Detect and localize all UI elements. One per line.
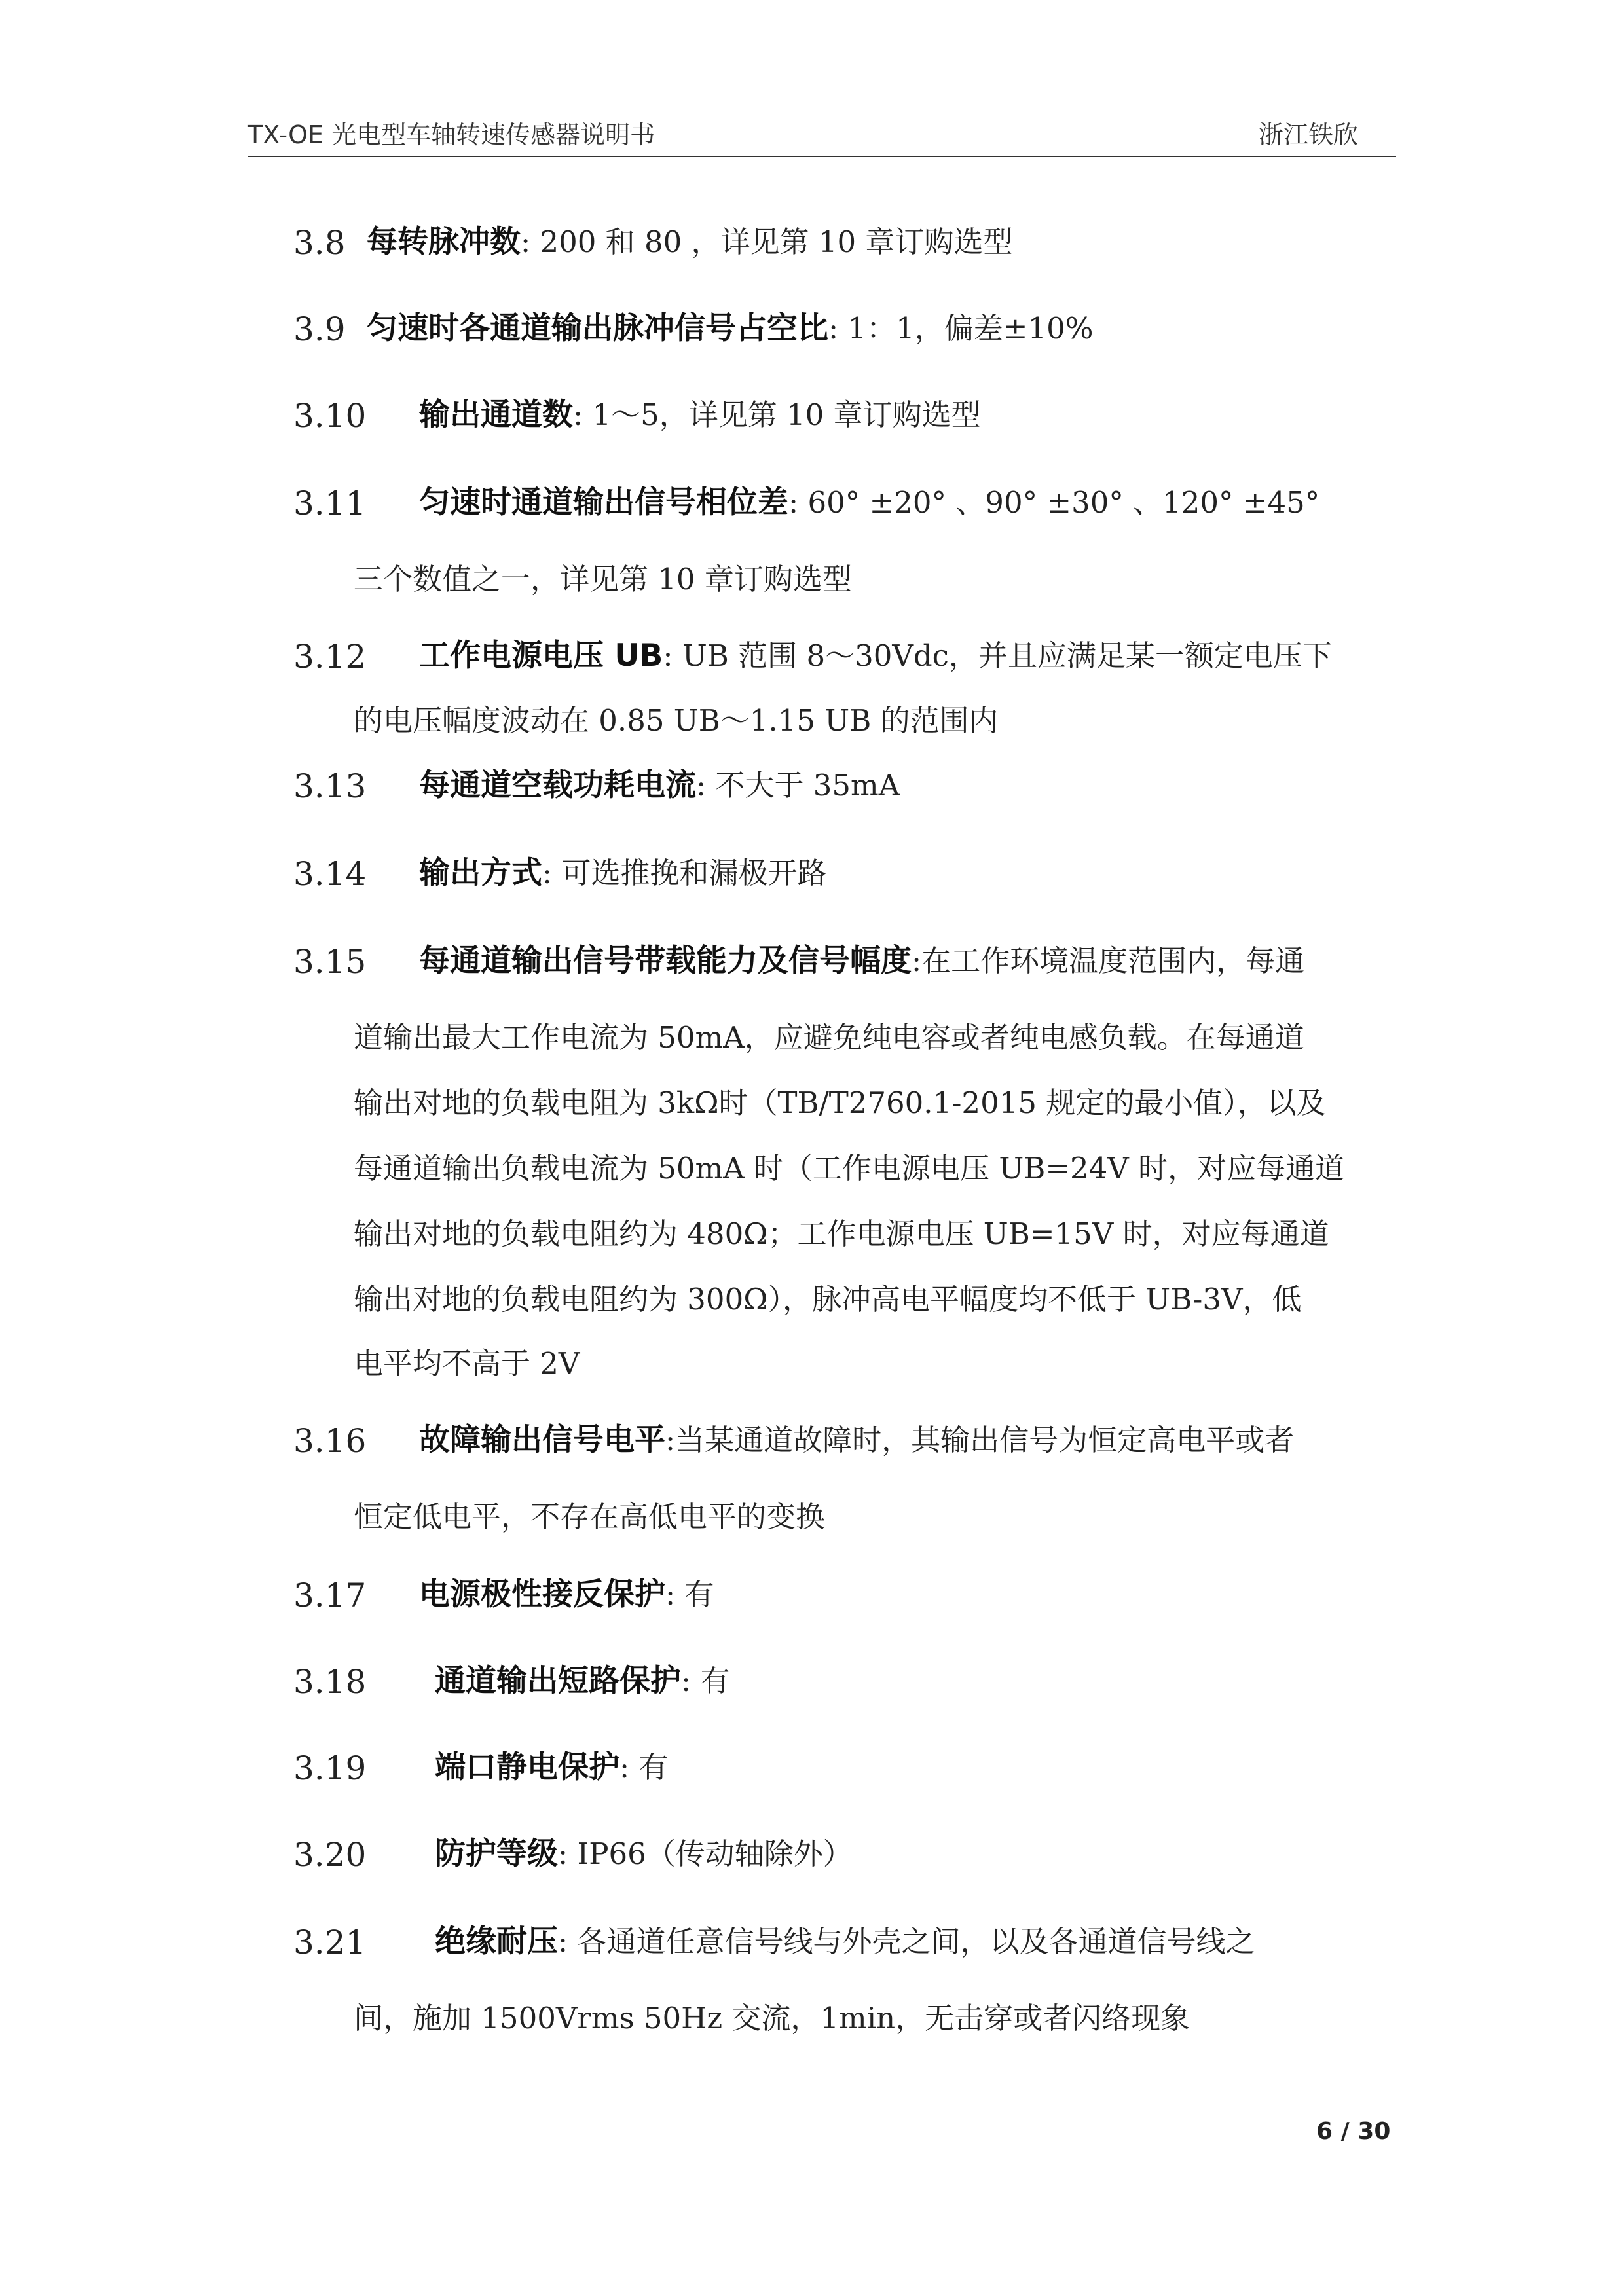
item-continuation: 道输出最大工作电流为 50mA，应避免纯电容或者纯电感负载。在每通道 — [354, 1020, 1304, 1055]
item-separator: : — [558, 1924, 568, 1959]
item-number: 3.14 — [293, 855, 367, 893]
item-number: 3.12 — [293, 638, 367, 676]
page-number: 6 / 30 — [1316, 2118, 1391, 2145]
page-header — [248, 117, 1396, 157]
item-separator: : — [663, 638, 673, 673]
item-separator: : — [696, 768, 707, 803]
item-label: 故障输出信号电平 — [419, 1422, 665, 1458]
item-continuation: 输出对地的负载电阻约为 480Ω；工作电源电压 UB=15V 时，对应每通道 — [354, 1216, 1329, 1251]
item-number: 3.18 — [293, 1663, 367, 1701]
item-text: IP66（传动轴除外） — [568, 1836, 853, 1871]
item-label: 工作电源电压 UB — [419, 638, 663, 674]
item-separator: : — [665, 1577, 676, 1612]
item-number: 3.13 — [293, 767, 367, 805]
item-text: 有 — [691, 1664, 730, 1698]
item-text: 有 — [629, 1750, 669, 1785]
item-number: 3.11 — [293, 484, 367, 522]
item-text: UB 范围 8～30Vdc，并且应满足某一额定电压下 — [673, 638, 1332, 673]
item-text: 不大于 35mA — [706, 768, 900, 803]
item-label: 每通道空载功耗电流 — [419, 767, 696, 803]
item-number: 3.8 — [293, 224, 346, 262]
item-separator: : — [681, 1664, 692, 1698]
item-label: 每通道输出信号带载能力及信号幅度 — [419, 943, 912, 979]
item-text: 在工作环境温度范围内，每通 — [921, 943, 1305, 978]
item-text: 60° ±20° 、90° ±30° 、120° ±45° — [798, 485, 1320, 520]
item-number: 3.19 — [293, 1749, 367, 1787]
document-title: TX-OE 光电型车轴转速传感器说明书 — [248, 120, 655, 149]
item-continuation: 输出对地的负载电阻为 3kΩ时（TB/T2760.1-2015 规定的最小值），以及 — [354, 1085, 1326, 1120]
company-name: 浙江铁欣 — [1258, 120, 1358, 149]
item-text: 各通道任意信号线与外壳之间，以及各通道信号线之 — [568, 1924, 1255, 1959]
item-number: 3.17 — [293, 1576, 367, 1614]
item-label: 电源极性接反保护 — [419, 1576, 665, 1613]
item-number: 3.21 — [293, 1923, 367, 1961]
item-number: 3.15 — [293, 943, 367, 981]
item-label: 输出通道数 — [419, 397, 573, 433]
item-separator: : — [521, 225, 531, 259]
item-separator: : — [788, 485, 799, 520]
item-separator: : — [542, 856, 553, 890]
item-separator: : — [828, 311, 839, 346]
item-number: 3.10 — [293, 397, 367, 435]
item-label: 通道输出短路保护 — [435, 1663, 681, 1699]
item-continuation: 恒定低电平，不存在高低电平的变换 — [354, 1499, 826, 1534]
item-label: 匀速时通道输出信号相位差 — [419, 484, 788, 520]
item-text: 200 和 80 ，详见第 10 章订购选型 — [530, 225, 1013, 259]
item-continuation: 电平均不高于 2V — [354, 1346, 580, 1381]
item-number: 3.9 — [293, 310, 346, 348]
item-number: 3.16 — [293, 1422, 367, 1460]
item-text: 1～5，详见第 10 章订购选型 — [583, 397, 981, 432]
item-label: 每转脉冲数 — [367, 224, 521, 260]
item-continuation: 三个数值之一，详见第 10 章订购选型 — [354, 562, 852, 596]
item-number: 3.20 — [293, 1836, 367, 1874]
item-text: 可选推挽和漏极开路 — [552, 856, 827, 890]
item-continuation: 每通道输出负载电流为 50mA 时（工作电源电压 UB=24V 时，对应每通道 — [354, 1151, 1345, 1186]
item-continuation: 的电压幅度波动在 0.85 UB～1.15 UB 的范围内 — [354, 703, 999, 738]
item-separator: : — [558, 1836, 568, 1871]
item-text: 有 — [675, 1577, 714, 1612]
item-text: 当某通道故障时，其输出信号为恒定高电平或者 — [675, 1423, 1295, 1457]
item-label: 匀速时各通道输出脉冲信号占空比 — [367, 310, 828, 346]
item-continuation: 输出对地的负载电阻约为 300Ω），脉冲高电平幅度均不低于 UB-3V，低 — [354, 1282, 1302, 1317]
item-label: 端口静电保护 — [435, 1749, 619, 1785]
item-text: 1：1，偏差±10% — [838, 311, 1094, 346]
item-label: 防护等级 — [435, 1836, 558, 1872]
item-separator: : — [665, 1423, 676, 1457]
item-continuation: 间，施加 1500Vrms 50Hz 交流，1min，无击穿或者闪络现象 — [354, 2001, 1190, 2035]
item-separator: : — [912, 943, 922, 978]
item-label: 绝缘耐压 — [435, 1923, 558, 1959]
item-separator: : — [573, 397, 583, 432]
item-label: 输出方式 — [419, 855, 542, 891]
item-separator: : — [619, 1750, 630, 1785]
